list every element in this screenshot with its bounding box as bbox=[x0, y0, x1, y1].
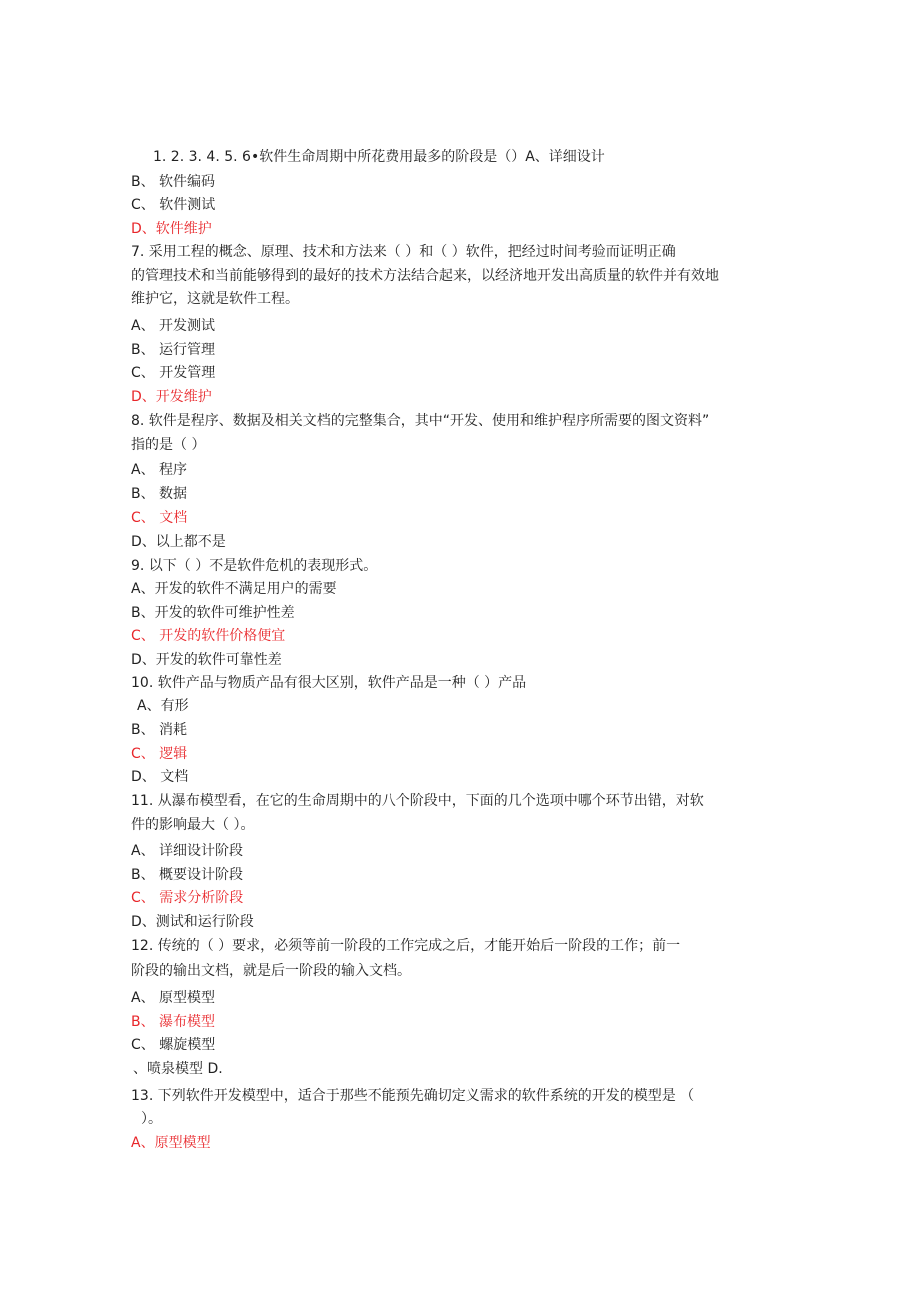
option-a: A、开发的软件不满足用户的需要 bbox=[131, 581, 337, 597]
question-11-cont: 件的影响最大（ ）。 bbox=[131, 817, 255, 833]
question-7-cont: 的管理技术和当前能够得到的最好的技术方法结合起来，以经济地开发出高质量的软件并有效地 bbox=[131, 268, 719, 284]
option-c: C、 软件测试 bbox=[131, 197, 216, 213]
option-c-answer: C、 文档 bbox=[131, 510, 188, 526]
question-12: 12. 传统的（ ）要求，必须等前一阶段的工作完成之后，才能开始后一阶段的工作；前一 bbox=[131, 938, 681, 954]
option-b: B、 数据 bbox=[131, 486, 188, 502]
question-1-line: 1. 2. 3. 4. 5. 6•软件生命周期中所花费用最多的阶段是（）A、详细设计 bbox=[153, 149, 605, 165]
option-d: D、开发的软件可靠性差 bbox=[131, 652, 282, 668]
option-a: A、有形 bbox=[137, 698, 189, 714]
question-7: 7. 采用工程的概念、原理、技术和方法来（ ）和（ ）软件，把经过时间考验而证明正确 bbox=[131, 244, 676, 260]
option-d: 、喷泉模型 D. bbox=[133, 1061, 223, 1077]
option-b: B、 运行管理 bbox=[131, 342, 216, 358]
question-13-cont: ）。 bbox=[141, 1111, 162, 1127]
option-a: A、 详细设计阶段 bbox=[131, 843, 244, 859]
option-a: A、 程序 bbox=[131, 462, 188, 478]
question-7-cont: 维护它，这就是软件工程。 bbox=[131, 291, 299, 307]
option-a: A、 开发测试 bbox=[131, 318, 216, 334]
question-12-cont: 阶段的输出文档，就是后一阶段的输入文档。 bbox=[131, 963, 411, 979]
option-a: A、 原型模型 bbox=[131, 990, 216, 1006]
option-c-answer: C、 开发的软件价格便宜 bbox=[131, 628, 286, 644]
option-c-answer: C、 逻辑 bbox=[131, 746, 188, 762]
option-d: D、 文档 bbox=[131, 769, 189, 785]
option-d-answer: D、软件维护 bbox=[131, 221, 212, 237]
option-c: C、 开发管理 bbox=[131, 365, 216, 381]
option-b-answer: B、 瀑布模型 bbox=[131, 1014, 216, 1030]
question-8-cont: 指的是（ ） bbox=[131, 437, 206, 453]
question-9: 9. 以下（ ）不是软件危机的表现形式。 bbox=[131, 558, 378, 574]
option-c: C、 螺旋模型 bbox=[131, 1037, 216, 1053]
question-13: 13. 下列软件开发模型中，适合于那些不能预先确切定义需求的软件系统的开发的模型是 （ bbox=[131, 1088, 695, 1104]
option-b: B、开发的软件可维护性差 bbox=[131, 605, 295, 621]
option-c-answer: C、 需求分析阶段 bbox=[131, 890, 244, 906]
question-8: 8. 软件是程序、数据及相关文档的完整集合，其中“开发、使用和维护程序所需要的图文资料” bbox=[131, 413, 710, 429]
option-b: B、 概要设计阶段 bbox=[131, 867, 244, 883]
question-11: 11. 从瀑布模型看，在它的生命周期中的八个阶段中，下面的几个选项中哪个环节出错，对软 bbox=[131, 793, 704, 809]
question-10: 10. 软件产品与物质产品有很大区别，软件产品是一种（ ）产品 bbox=[131, 675, 527, 691]
option-d: D、以上都不是 bbox=[131, 534, 226, 550]
option-a-answer: A、原型模型 bbox=[131, 1135, 211, 1151]
option-b: B、 软件编码 bbox=[131, 174, 216, 190]
option-b: B、 消耗 bbox=[131, 722, 188, 738]
option-d: D、测试和运行阶段 bbox=[131, 914, 254, 930]
option-d-answer: D、开发维护 bbox=[131, 389, 212, 405]
